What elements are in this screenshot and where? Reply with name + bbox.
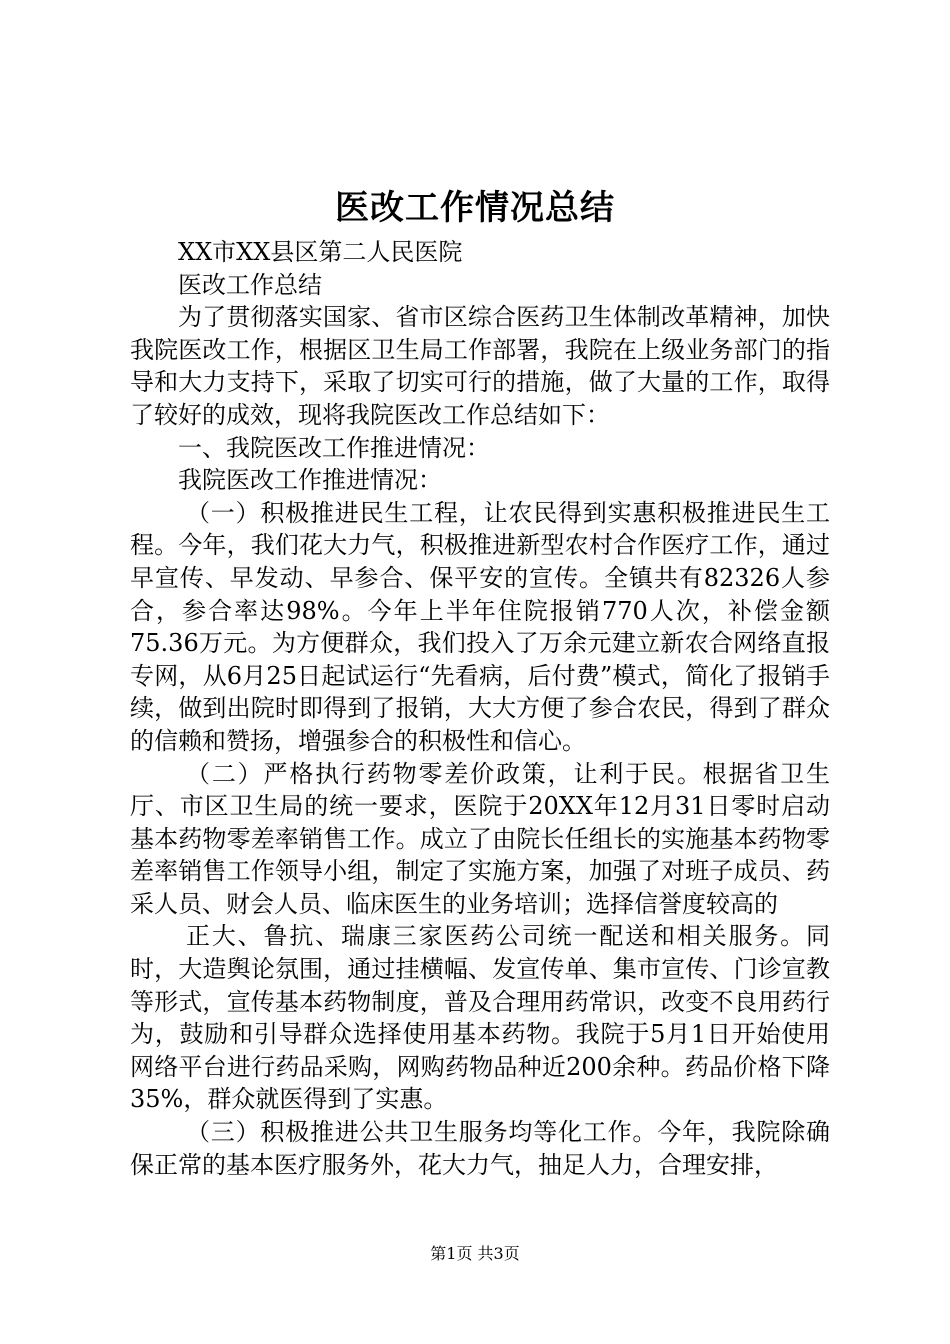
paragraph-item-2: （二）严格执行药物零差价政策，让利于民。根据省卫生厅、市区卫生局的统一要求，医院于20XX年12月31日零时启动基本药物零差率销售工作。成立了由院长任组长的实施基本药物零差率销售工作领导小组，制定了实施方案，加强了对班子成员、药采人员、财会人员、临床医生的业务培训；选择信誉度较高的	[130, 759, 830, 918]
paragraph-item-2-continued: 正大、鲁抗、瑞康三家医药公司统一配送和相关服务。同时，大造舆论氛围，通过挂横幅、发宣传单、集市宣传、门诊宣教等形式，宣传基本药物制度，普及合理用药常识，改变不良用药行为，鼓励和引导群众选择使用基本药物。我院于5月1日开始使用网络平台进行药品采购，网购药物品种近200余种。药品价格下降35%，群众就医得到了实惠。	[130, 922, 830, 1114]
report-subtitle: 医改工作总结	[178, 270, 322, 299]
document-title: 医改工作情况总结	[335, 188, 615, 228]
page-number-footer: 第1页 共3页	[430, 1244, 520, 1263]
paragraph-item-3: （三）积极推进公共卫生服务均等化工作。今年，我院除确保正常的基本医疗服务外，花大力气，抽足人力，合理安排，	[130, 1118, 830, 1179]
section-subheading: 我院医改工作推进情况：	[178, 466, 442, 495]
document-body	[130, 236, 830, 1181]
intro-paragraph: 为了贯彻落实国家、省市区综合医药卫生体制改革精神，加快我院医改工作，根据区卫生局工作部署，我院在上级业务部门的指导和大力支持下，采取了切实可行的措施，做了大量的工作，取得了较好的成效，现将我院医改工作总结如下：	[130, 303, 830, 429]
section-heading-1: 一、我院医改工作推进情况：	[178, 433, 490, 462]
paragraph-item-1: （一）积极推进民生工程，让农民得到实惠积极推进民生工程。今年，我们花大力气，积极推进新型农村合作医疗工作，通过早宣传、早发动、早参合、保平安的宣传。全镇共有82326人参合，参合率达98%。今年上半年住院报销770人次，补偿金额75.36万元。为方便群众，我们投入了万余元建立新农合网络直报专网，从6月25日起试运行“先看病，后付费”模式，简化了报销手续，做到出院时即得到了报销，大大方便了参合农民，得到了群众的信赖和赞扬，增强参合的积极性和信心。	[130, 498, 830, 755]
hospital-name: XX市XX县区第二人民医院	[178, 238, 463, 266]
